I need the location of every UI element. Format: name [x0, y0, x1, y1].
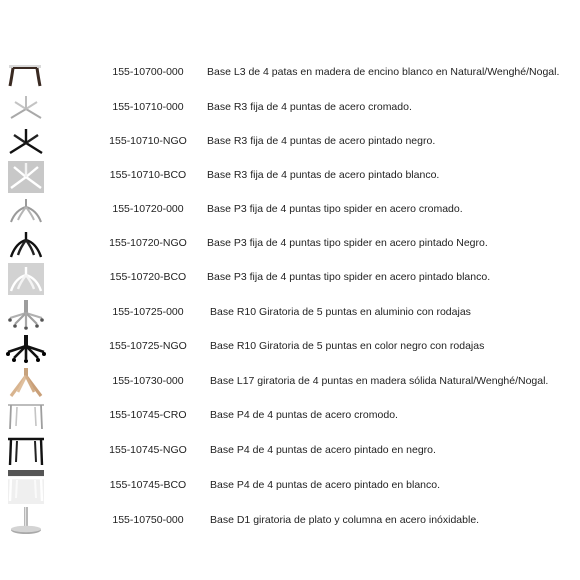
star-base-black-icon — [5, 126, 47, 160]
wooden-leg-base-icon — [5, 57, 47, 91]
product-row — [0, 228, 580, 262]
spider-base-white-icon — [5, 262, 47, 296]
wooden-swivel-base-icon — [5, 366, 47, 400]
product-row — [0, 366, 580, 400]
product-description: Base P4 de 4 puntas de acero pintado en negro. — [210, 444, 436, 456]
product-description: Base R3 fija de 4 puntas de acero cromado. — [207, 101, 412, 113]
product-code: 155-10750-000 — [112, 514, 184, 526]
product-description: Base R10 Giratoria de 5 puntas en color negro con rodajas — [210, 340, 485, 352]
product-code: 155-10745-NGO — [109, 444, 187, 456]
product-code: 155-10725-000 — [112, 306, 184, 318]
product-code: 155-10725-NGO — [109, 340, 187, 352]
star-base-white-icon — [5, 160, 47, 194]
product-description: Base R10 Giratoria de 5 puntas en aluminio con rodajas — [210, 306, 471, 318]
product-row — [0, 57, 580, 91]
product-code: 155-10720-NGO — [109, 237, 187, 249]
star-base-chrome-icon — [5, 92, 47, 126]
product-row — [0, 297, 580, 331]
product-code: 155-10745-BCO — [109, 479, 187, 491]
product-description: Base L3 de 4 patas en madera de encino blanco en Natural/Wenghé/Nogal. — [207, 66, 560, 78]
product-description: Base L17 giratoria de 4 puntas en madera sólida Natural/Wenghé/Nogal. — [210, 375, 549, 387]
product-code: 155-10720-000 — [112, 203, 184, 215]
product-row — [0, 400, 580, 434]
product-description: Base P3 fija de 4 puntas tipo spider en acero pintado blanco. — [207, 271, 491, 283]
product-description: Base P4 de 4 puntas de acero cromodo. — [210, 409, 398, 421]
spider-base-black-icon — [5, 228, 47, 262]
product-description: Base R3 fija de 4 puntas de acero pintado blanco. — [207, 169, 440, 181]
product-code: 155-10710-000 — [112, 101, 184, 113]
product-row — [0, 331, 580, 365]
product-row — [0, 194, 580, 228]
disc-column-base-icon — [5, 505, 47, 539]
product-code: 155-10710-NGO — [109, 135, 187, 147]
product-row — [0, 126, 580, 160]
product-row — [0, 262, 580, 296]
product-description: Base D1 giratoria de plato y columna en acero inóxidable. — [210, 514, 480, 526]
product-code: 155-10730-000 — [112, 375, 184, 387]
sled-base-chrome-icon — [5, 400, 47, 434]
swivel-base-aluminum-icon — [5, 297, 47, 331]
product-code: 155-10710-BCO — [109, 169, 187, 181]
sled-base-white-icon — [5, 470, 47, 504]
spider-base-chrome-icon — [5, 194, 47, 228]
product-description: Base P4 de 4 puntas de acero pintado en blanco. — [210, 479, 441, 491]
product-row — [0, 160, 580, 194]
product-description: Base P3 fija de 4 puntas tipo spider en acero cromado. — [207, 203, 463, 215]
sled-base-black-icon — [5, 435, 47, 469]
product-row — [0, 92, 580, 126]
swivel-base-black-icon — [5, 331, 47, 365]
product-row — [0, 470, 580, 504]
product-row — [0, 435, 580, 469]
product-description: Base R3 fija de 4 puntas de acero pintado negro. — [207, 135, 436, 147]
product-code: 155-10745-CRO — [109, 409, 187, 421]
product-row — [0, 505, 580, 539]
product-code: 155-10700-000 — [112, 66, 184, 78]
product-code: 155-10720-BCO — [109, 271, 187, 283]
product-description: Base P3 fija de 4 puntas tipo spider en acero pintado Negro. — [207, 237, 488, 249]
